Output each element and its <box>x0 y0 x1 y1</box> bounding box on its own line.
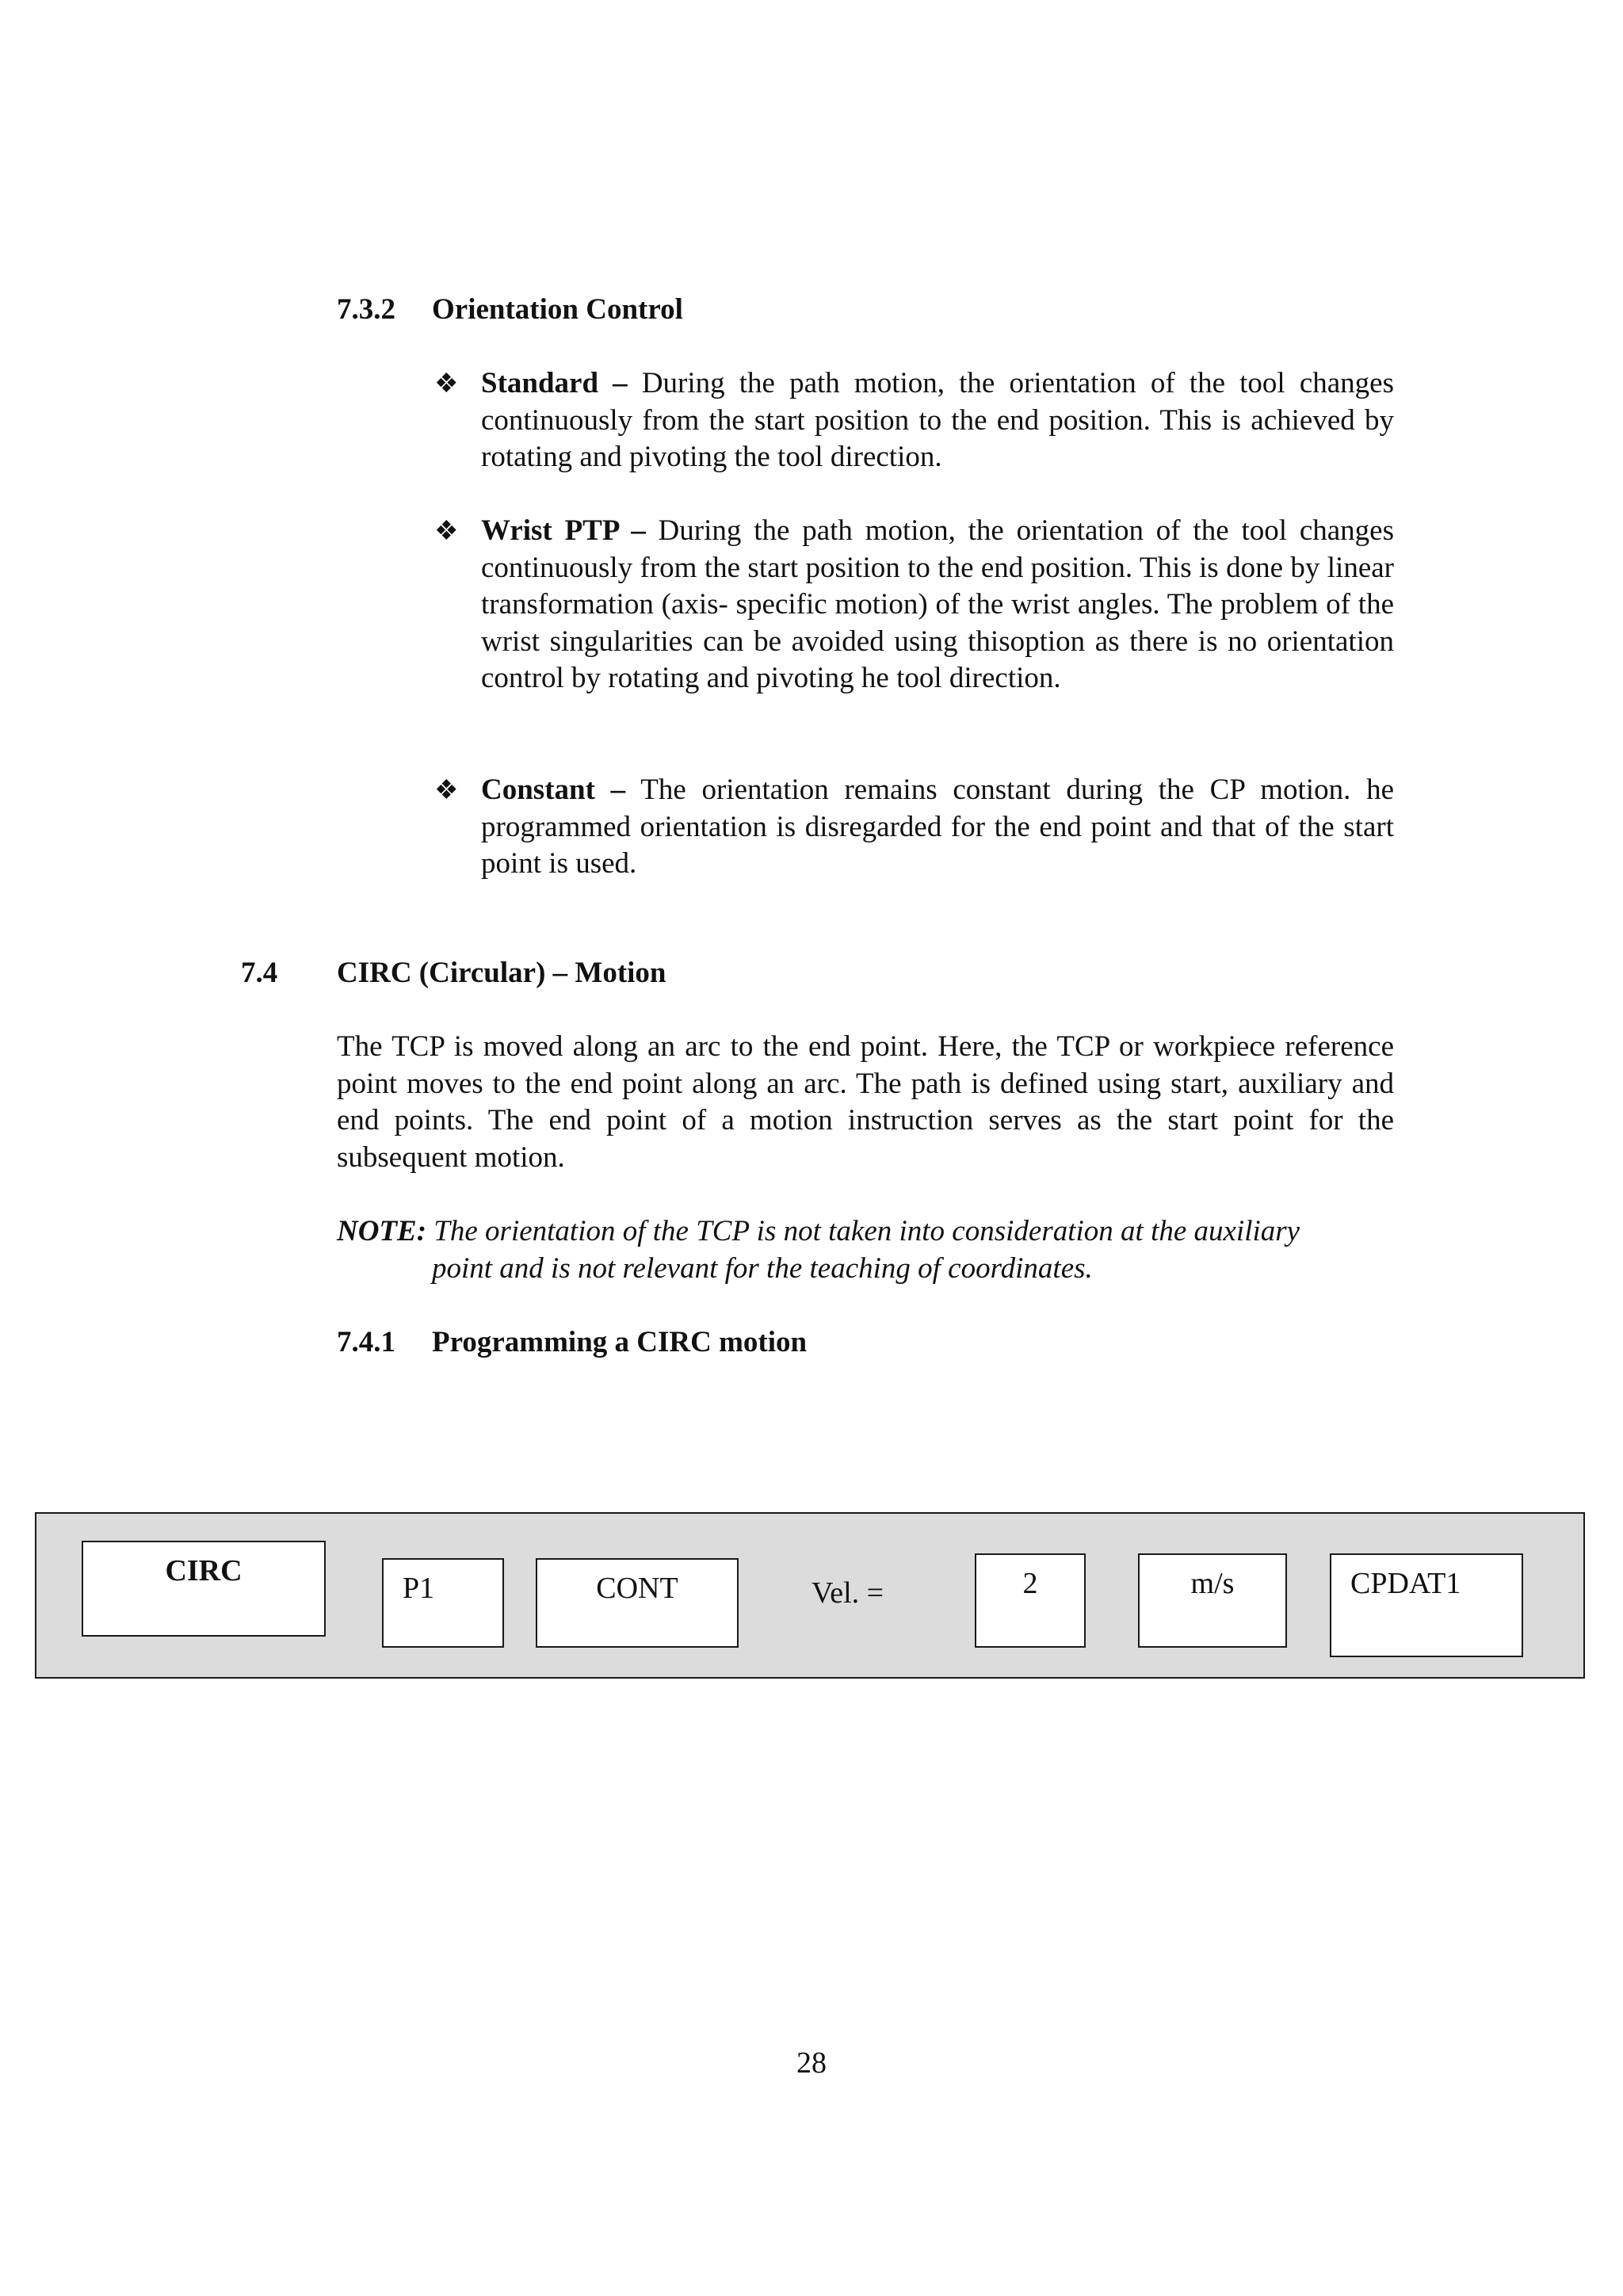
bullet-wrist-ptp <box>481 513 1394 697</box>
bullet-constant <box>481 772 1394 883</box>
section-heading-7-4-1 <box>337 1324 807 1361</box>
bullet-text: During the path motion, the orientation of the tool changes continuously from the start position to the end position. This is done by linear transformation (axis- specific motion) of the wrist angles. The problem of the wrist singularities can be avoided using thisoption as there is no orientation control by rotating and pivoting he tool direction. <box>481 514 1394 694</box>
velocity-unit-field[interactable]: m/s <box>1138 1553 1287 1648</box>
note-line-1 <box>337 1213 1446 1251</box>
bullet-diamond-icon: ❖ <box>434 517 459 546</box>
note-label: NOTE: <box>337 1215 427 1247</box>
bullet-diamond-icon: ❖ <box>434 369 459 399</box>
circ-instruction-bar <box>35 1512 1585 1679</box>
bullet-standard <box>481 365 1394 476</box>
command-field[interactable]: CIRC <box>82 1541 326 1637</box>
section-heading-7-3-2 <box>337 292 683 328</box>
bullet-diamond-icon: ❖ <box>434 776 459 805</box>
note-line-2: point and is not relevant for the teaching of coordinates. <box>432 1252 1093 1285</box>
note-text: The orientation of the TCP is not taken into consideration at the auxiliary <box>426 1215 1300 1247</box>
section-title: CIRC (Circular) – Motion <box>337 957 666 989</box>
bullet-term: Wrist PTP – <box>481 514 646 547</box>
velocity-value-field[interactable]: 2 <box>975 1553 1086 1648</box>
motion-dataset-field[interactable]: CPDAT1 <box>1330 1553 1523 1657</box>
bullet-text: During the path motion, the orientation of the tool changes continuously from the start position to the end position. This is achieved by rotating and pivoting the tool direction. <box>481 367 1394 473</box>
section-paragraph: The TCP is moved along an arc to the end point. Here, the TCP or workpiece reference point moves to the end point along an arc. The path is defined using start, auxiliary and end points. The end point of a motion instruction serves as the start point for the subsequent motion. <box>337 1030 1394 1174</box>
section-number: 7.3.2 <box>337 293 395 326</box>
bullet-term: Standard – <box>481 367 628 399</box>
section-number: 7.4 <box>241 957 278 989</box>
approximation-field[interactable]: CONT <box>536 1558 739 1648</box>
section-number: 7.4.1 <box>337 1326 395 1358</box>
section-title: Orientation Control <box>432 293 683 326</box>
bullet-text: The orientation remains constant during the CP motion. he programmed orientation is disregarded for the end point and that of the start point is used. <box>481 774 1394 880</box>
point-name-field[interactable]: P1 <box>382 1558 504 1648</box>
page-number: 28 <box>796 2046 827 2080</box>
bullet-term: Constant – <box>481 774 626 806</box>
section-heading-7-4 <box>241 955 666 991</box>
section-title: Programming a CIRC motion <box>432 1326 808 1358</box>
velocity-label: Vel. = <box>812 1576 884 1610</box>
